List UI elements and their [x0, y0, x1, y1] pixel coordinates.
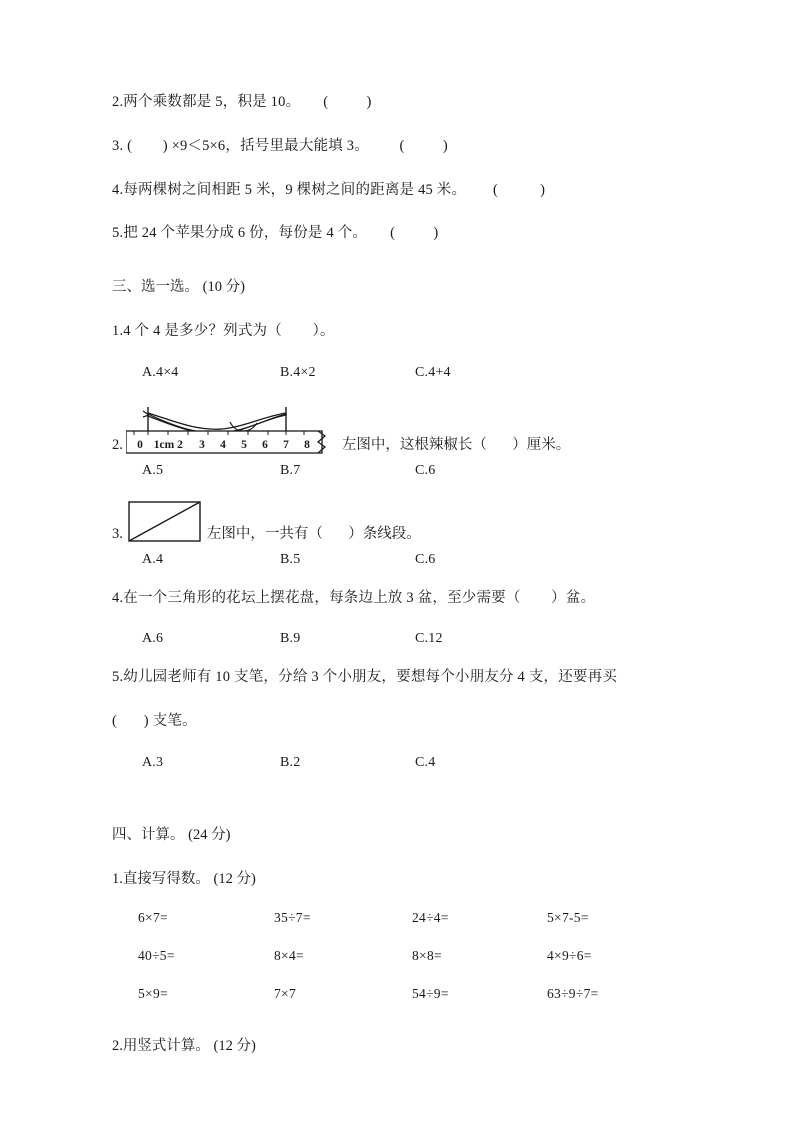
svg-text:2: 2 [177, 438, 183, 451]
option-c[interactable]: C.6 [415, 551, 436, 567]
option-b[interactable]: B.4×2 [280, 364, 316, 380]
option-b[interactable]: B.2 [280, 754, 301, 770]
choice-question-1-stem: 1.4 个 4 是多少？列式为（ ）。 [112, 322, 335, 339]
option-c[interactable]: C.4+4 [415, 364, 451, 380]
calculation-row [130, 986, 712, 1002]
spacer [112, 267, 712, 277]
judgement-item-4: 4.每两棵树之间相距 5 米，9 棵树之间的距离是 45 米。 ( ) [112, 181, 546, 198]
option-c[interactable]: C.6 [415, 462, 436, 478]
calculation-item[interactable]: 8×4= [274, 948, 304, 964]
section-three-heading: 三、选一选。 (10 分) [112, 279, 245, 295]
choice-question-1-options [112, 365, 712, 381]
spacer [112, 1002, 712, 1036]
option-c[interactable]: C.12 [415, 631, 443, 647]
svg-text:6: 6 [262, 438, 268, 451]
ruler-with-chili-pepper-figure [126, 401, 339, 457]
section-four-sub1-heading: 1.直接写得数。 (12 分) [112, 870, 256, 887]
calculation-item[interactable]: 6×7= [138, 910, 168, 926]
option-a[interactable]: A.6 [142, 631, 164, 647]
judgement-item-5: 5.把 24 个苹果分成 6 份，每份是 4 个。 ( ) [112, 225, 439, 242]
calculation-item[interactable]: 54÷9= [412, 986, 449, 1002]
choice-question-4-options [112, 631, 712, 647]
judgement-item-3: 3. ( ) ×9＜5×6，括号里最大能填 3。 ( ) [112, 137, 448, 154]
svg-text:7: 7 [283, 438, 289, 451]
choice-question-5-options [112, 755, 712, 771]
calculation-item[interactable]: 8×8= [412, 948, 442, 964]
choice-question-3-tail: 左图中，一共有（ ）条线段。 [206, 526, 421, 542]
section-four-heading: 四、计算。 (24 分) [112, 826, 231, 843]
choice-question-3-options [112, 552, 712, 568]
worksheet-content [112, 92, 712, 1078]
option-a[interactable]: A.3 [142, 754, 164, 770]
oral-calculation-grid [112, 910, 712, 1002]
calculation-item[interactable]: 40÷5= [138, 948, 175, 964]
choice-question-3-row [112, 499, 712, 546]
option-c[interactable]: C.4 [415, 754, 436, 770]
svg-text:0: 0 [137, 438, 143, 451]
choice-question-5-stem-line2: ( ) 支笔。 [112, 713, 197, 729]
judgement-item-2: 2.两个乘数都是 5，积是 10。 ( ) [112, 94, 372, 110]
calculation-item[interactable]: 7×7 [274, 986, 297, 1002]
option-a[interactable]: A.4 [142, 551, 164, 567]
choice-question-2-row [112, 401, 712, 457]
option-a[interactable]: A.5 [142, 462, 164, 478]
option-b[interactable]: B.9 [280, 631, 301, 647]
calculation-item[interactable]: 5×9= [138, 986, 168, 1002]
rectangle-with-diagonal-figure [126, 499, 204, 546]
svg-text:1cm: 1cm [153, 438, 175, 451]
choice-question-4-stem: 4.在一个三角形的花坛上摆花盘，每条边上放 3 盆，至少需要（ ）盆。 [112, 589, 596, 606]
option-b[interactable]: B.5 [280, 551, 301, 567]
section-four-sub2-heading: 2.用竖式计算。 (12 分) [112, 1038, 256, 1055]
calculation-item[interactable]: 4×9÷6= [547, 948, 592, 964]
svg-text:3: 3 [199, 438, 205, 451]
calculation-item[interactable]: 5×7-5= [547, 910, 589, 926]
choice-question-2-tail: 左图中，这根辣椒长（ ）厘米。 [341, 437, 571, 453]
calculation-row [130, 910, 712, 926]
choice-question-5-stem-line1: 5.幼儿园老师有 10 支笔，分给 3 个小朋友，要想每个小朋友分 4 支，还要再买 [112, 669, 618, 686]
svg-text:8: 8 [304, 438, 310, 451]
option-b[interactable]: B.7 [280, 462, 301, 478]
calculation-item[interactable]: 24÷4= [412, 910, 449, 926]
choice-question-3-number: 3. [112, 526, 123, 542]
option-a[interactable]: A.4×4 [142, 364, 179, 380]
svg-text:4: 4 [220, 438, 226, 451]
calculation-item[interactable]: 63÷9÷7= [547, 986, 599, 1002]
choice-question-2-options [112, 463, 712, 479]
spacer [112, 791, 712, 825]
calculation-row [130, 948, 712, 964]
svg-text:5: 5 [241, 438, 247, 451]
choice-question-2-number: 2. [112, 437, 123, 453]
calculation-item[interactable]: 35÷7= [274, 910, 311, 926]
